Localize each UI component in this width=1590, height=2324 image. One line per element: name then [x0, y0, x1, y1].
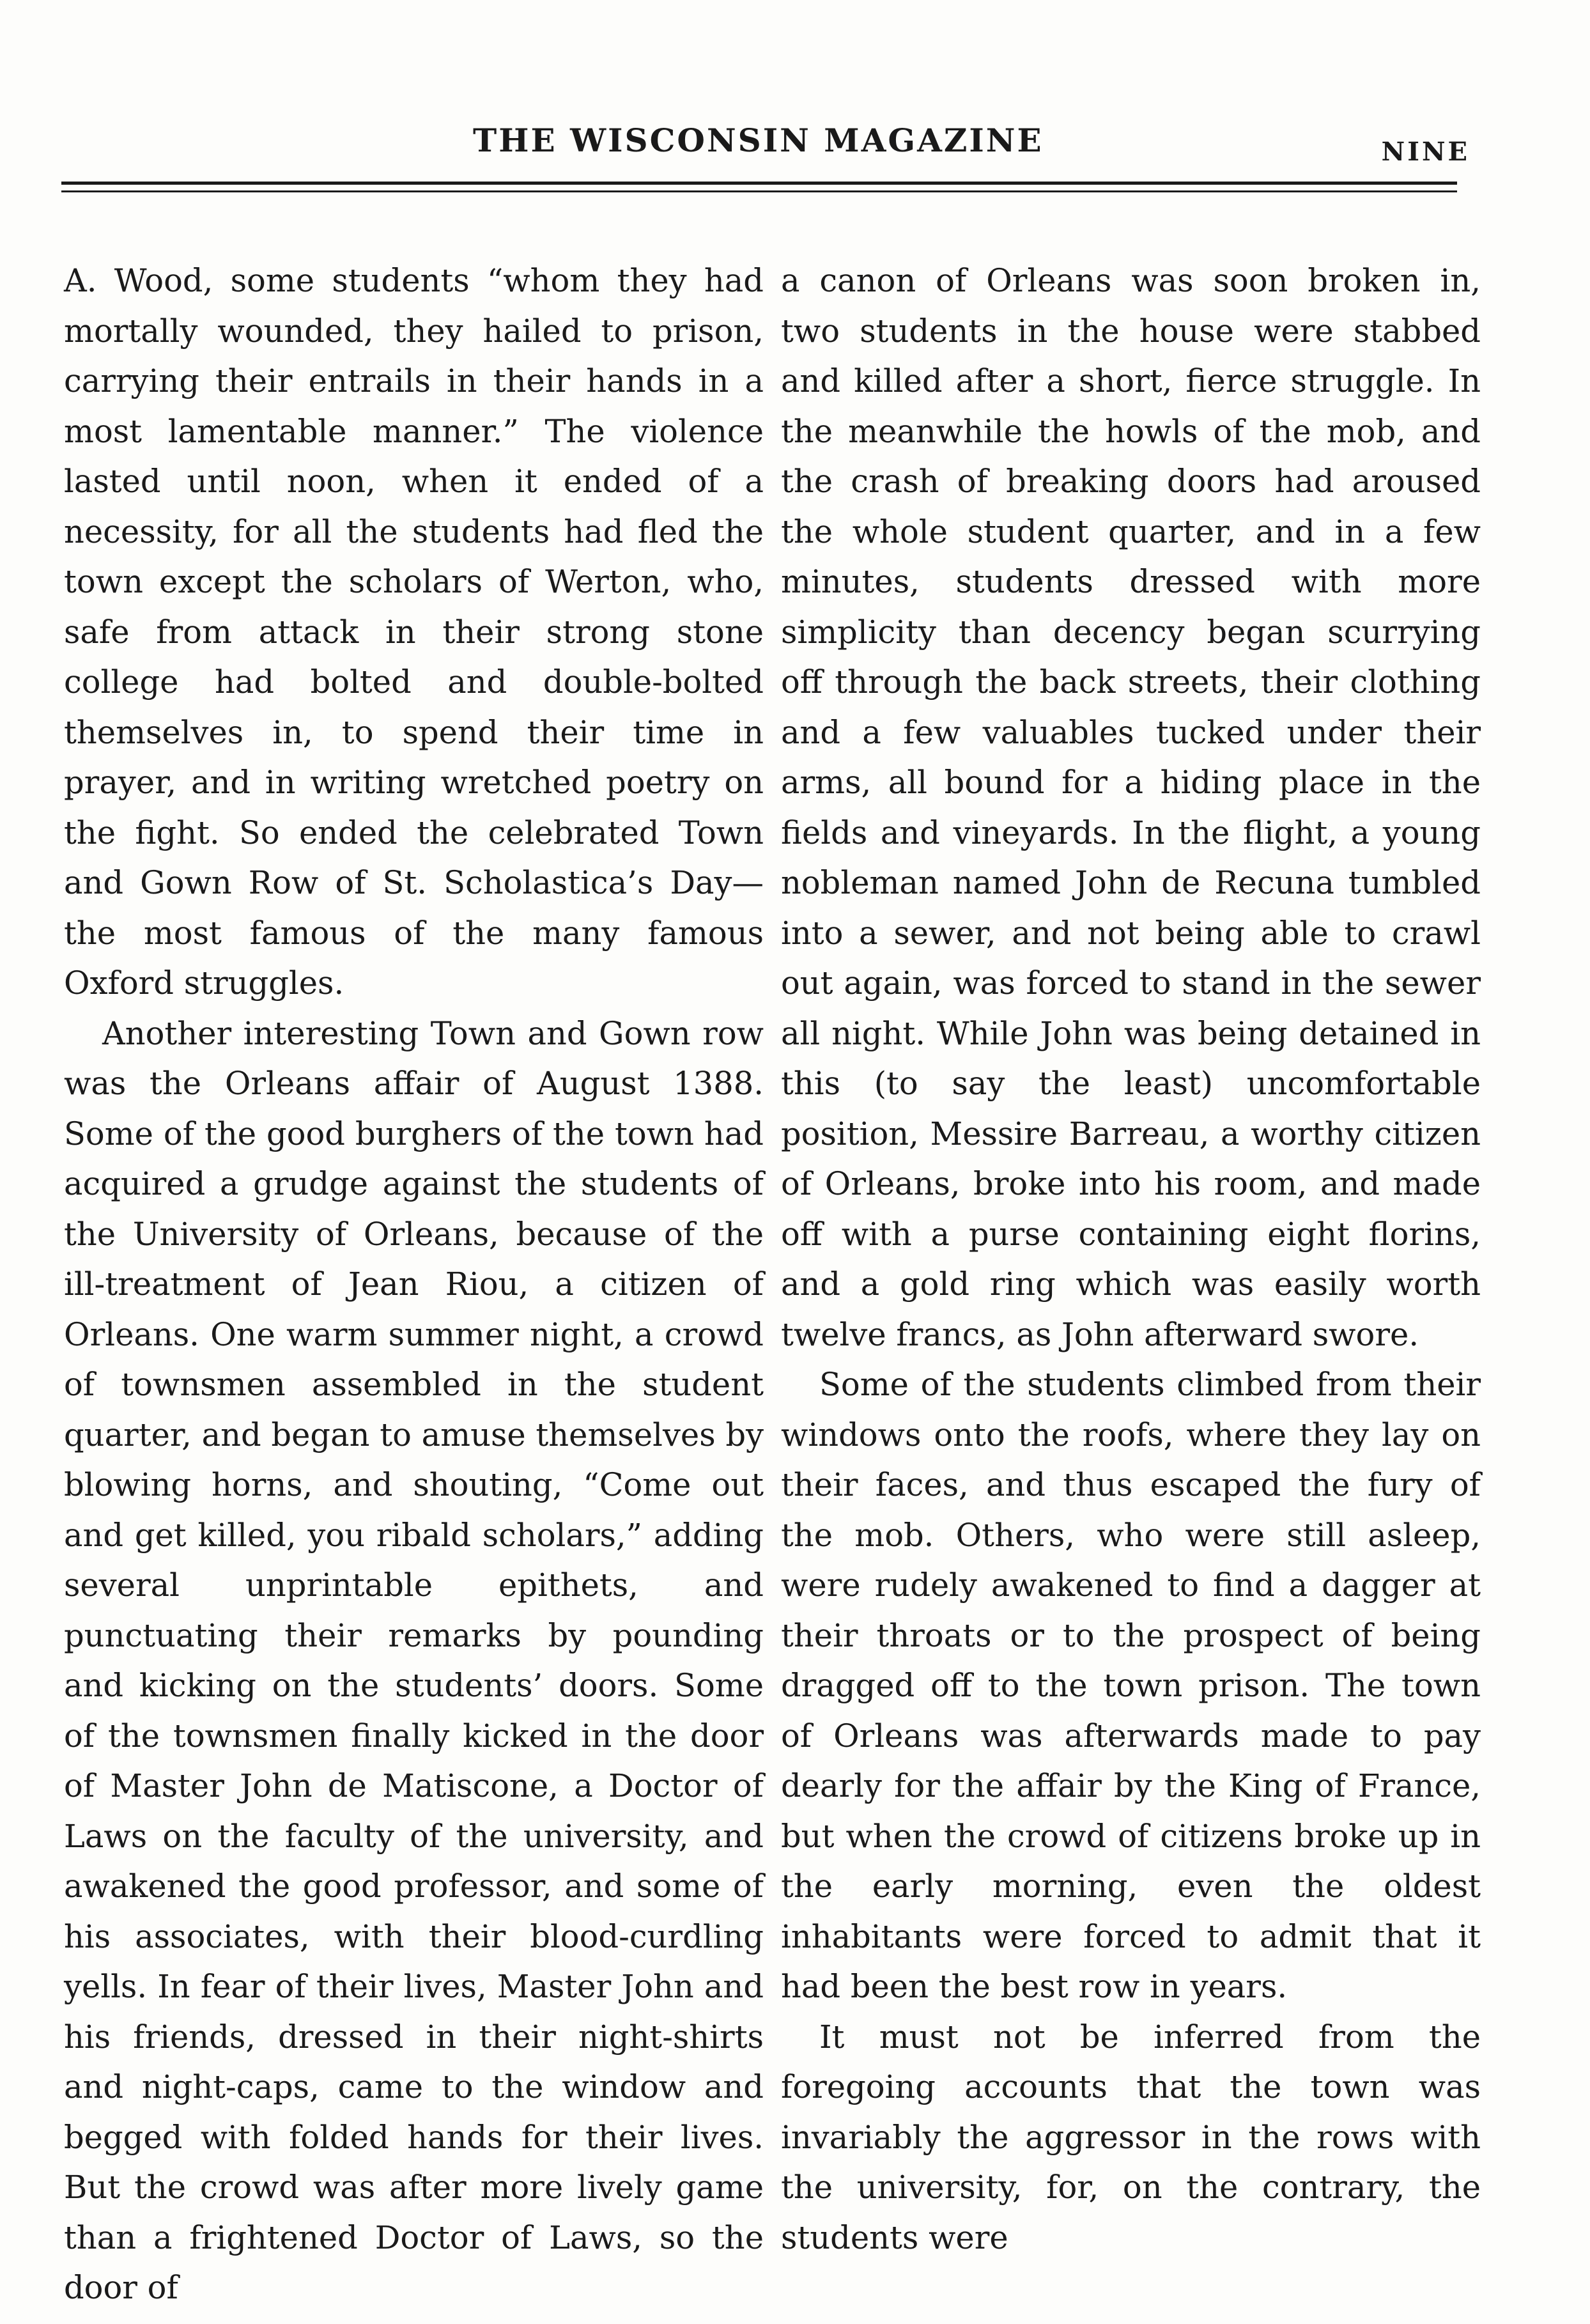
paragraph-right-1: a canon of Orleans was soon broken in, two students in the house were stabbed and killed after a short, fierce struggle. In the meanwhile the howls of the mob, and the crash of breaking doors had aroused the whole student quarter, and in a few minutes, students dressed with more simplicity than decency began scurrying off through the back streets, their clothing and a few valuables tucked under their arms, all bound for a hiding place in the fields and vineyards. In the flight, a young nobleman named John de Recuna tumbled into a sewer, and not being able to crawl out again, was forced to stand in the sewer all night. While John was being detained in this (to say the least) uncomfortable position, Messire Barreau, a worthy citizen of Orleans, broke into his room, and made off with a purse containing eight florins, and a gold ring which was easily worth twelve francs, as John afterward swore. — [781, 262, 1481, 1353]
right-column — [781, 256, 1481, 2263]
header-rule-thick — [61, 182, 1457, 185]
masthead-title: THE WISCONSIN MAGAZINE — [473, 121, 1044, 159]
left-column — [64, 256, 764, 2313]
header-rule-thin — [61, 190, 1457, 192]
paragraph-right-3: It must not be inferred from the foregoing accounts that the town was invariably the aggressor in the rows with the university, for, on the contrary, the students were — [781, 2018, 1481, 2256]
paragraph-left-1: A. Wood, some students “whom they had mortally wounded, they hailed to prison, carrying their entrails in their hands in a most lamentable manner.” The violence lasted until noon, when it ended of a necessity, for all the students had fled the town except the scholars of Werton, who, safe from attack in their strong stone college had bolted and double-bolted themselves in, to spend their time in prayer, and in writing wretched poetry on the fight. So ended the celebrated Town and Gown Row of St. Scholastica’s Day—the most famous of the many famous Oxford struggles. — [64, 262, 764, 1002]
paragraph-right-2: Some of the students climbed from their windows onto the roofs, where they lay on their faces, and thus escaped the fury of the mob. Others, who were still asleep, were rudely awakened to find a dagger at their throats or to the prospect of being dragged off to the town prison. The town of Orleans was afterwards made to pay dearly for the affair by the King of France, but when the crowd of citizens broke up in the early morning, even the oldest inhabitants were forced to admit that it had been the best row in years. — [781, 1366, 1481, 2005]
page-header — [0, 121, 1590, 179]
page-number: NINE — [1381, 137, 1470, 167]
paragraph-left-2: Another interesting Town and Gown row was the Orleans affair of August 1388. Some of the good burghers of the town had acquired a grudge against the students of the University of Orleans, because of the ill-treatment of Jean Riou, a citizen of Orleans. One warm summer night, a crowd of townsmen assembled in the student quarter, and began to amuse themselves by blowing horns, and shouting, “Come out and get killed, you ribald scholars,” adding several unprintable epithets, and punctuating their remarks by pounding and kicking on the students’ doors. Some of the townsmen finally kicked in the door of Master John de Matiscone, a Doctor of Laws on the faculty of the university, and awakened the good professor, and some of his associates, with their blood-curdling yells. In fear of their lives, Master John and his friends, dressed in their night-shirts and night-caps, came to the window and begged with folded hands for their lives. But the crowd was after more lively game than a frightened Doctor of Laws, so the door of — [64, 1014, 764, 2306]
